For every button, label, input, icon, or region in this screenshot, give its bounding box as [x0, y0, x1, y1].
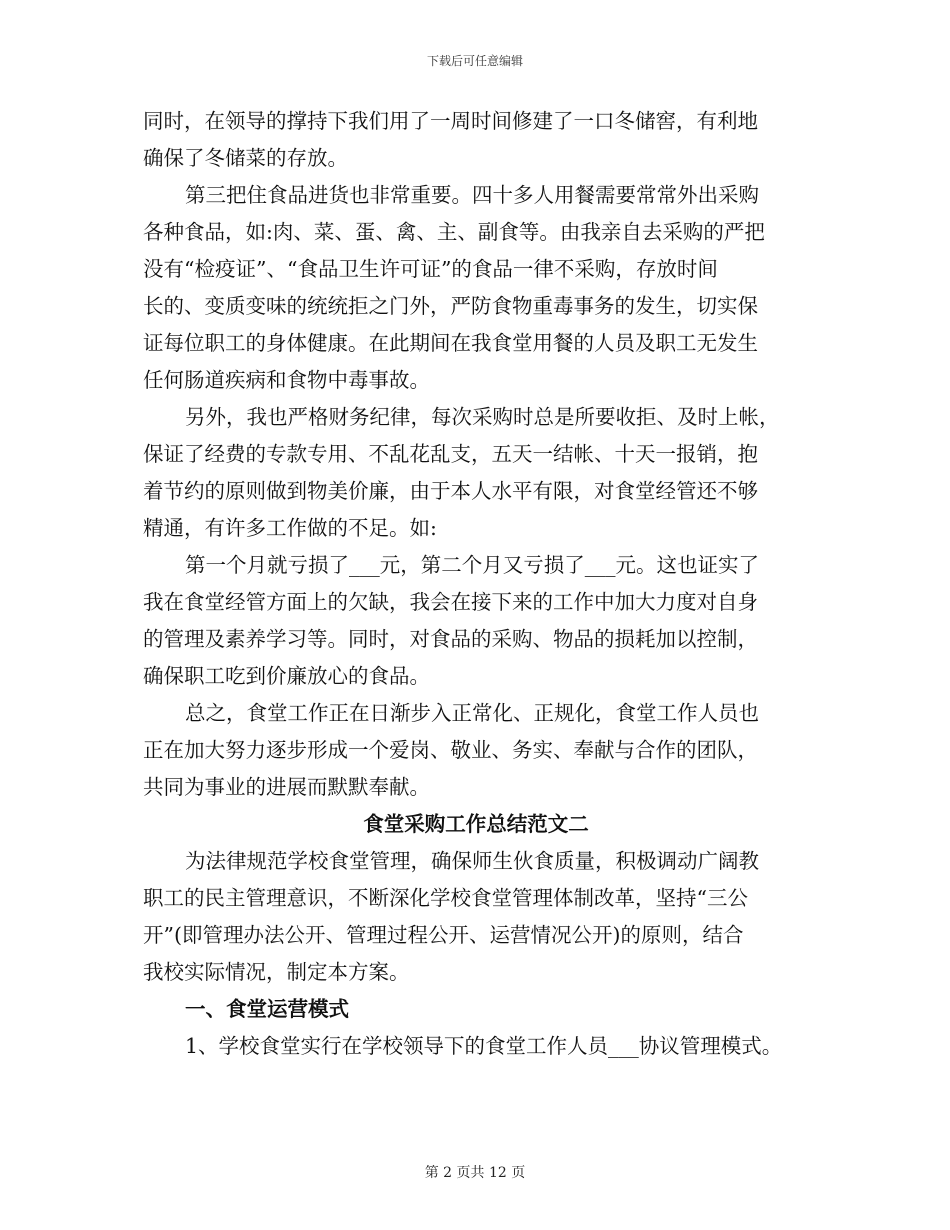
text-line: 正在加大努力逐步形成一个爱岗、敬业、务实、奉献与合作的团队， — [143, 738, 758, 762]
text-line: 开”(即管理办法公开、管理过程公开、运营情况公开)的原则，结合 — [143, 923, 744, 947]
text-line: 确保职工吃到价廉放心的食品。 — [143, 664, 430, 688]
text-line: 职工的民主管理意识，不断深化学校食堂管理体制改革，坚持“三公 — [143, 886, 748, 910]
text-line: 各种食品，如:肉、菜、蛋、禽、主、副食等。由我亲自去采购的严把 — [143, 220, 765, 244]
text-line: 我在食堂经管方面上的欠缺，我会在接下来的工作中加大力度对自身 — [143, 590, 758, 614]
page-header: 下载后可任意编辑 — [426, 54, 523, 68]
text-line: 没有“检疫证”、“食品卫生许可证”的食品一律不采购，存放时间 — [143, 257, 718, 281]
text-line: 任何肠道疾病和食物中毒事故。 — [143, 368, 430, 392]
text-line: 另外，我也严格财务纪律，每次采购时总是所要收拒、及时上帐， — [185, 405, 780, 429]
document-body — [143, 103, 809, 1065]
text-line: 长的、变质变味的统统拒之门外，严防食物重毒事务的发生，切实保 — [143, 294, 758, 318]
text-line: 保证了经费的专款专用、不乱花乱支，五天一结帐、十天一报销，抱 — [143, 442, 758, 466]
page-footer: 第 2 页共 12 页 — [424, 1165, 526, 1181]
text-line: 为法律规范学校食堂管理，确保师生伙食质量，积极调动广阔教 — [185, 849, 759, 873]
text-line: 同时，在领导的撑持下我们用了一周时间修建了一口冬储窖，有利地 — [143, 109, 758, 133]
text-line: 1、学校食堂实行在学校领导下的食堂工作人员___协议管理模式。 — [185, 1034, 783, 1058]
text-line: 第三把住食品进货也非常重要。四十多人用餐需要常常外出采购 — [185, 183, 759, 207]
text-line: 着节约的原则做到物美价廉，由于本人水平有限，对食堂经管还不够 — [143, 479, 758, 503]
text-line: 证每位职工的身体健康。在此期间在我食堂用餐的人员及职工无发生 — [143, 331, 758, 355]
text-line: 第一个月就亏损了___元，第二个月又亏损了___元。这也证实了 — [185, 553, 759, 577]
section-heading: 一、食堂运营模式 — [185, 997, 349, 1021]
text-line: 精通，有许多工作做的不足。如: — [143, 516, 437, 540]
text-line: 确保了冬储菜的存放。 — [143, 146, 348, 170]
text-line: 我校实际情况，制定本方案。 — [143, 960, 410, 984]
text-line: 共同为事业的进展而默默奉献。 — [143, 775, 430, 799]
text-line: 的管理及素养学习等。同时，对食品的采购、物品的损耗加以控制， — [143, 627, 758, 651]
section-title: 食堂采购工作总结范文二 — [363, 812, 589, 836]
text-line: 总之，食堂工作正在日渐步入正常化、正规化，食堂工作人员也 — [185, 701, 759, 725]
